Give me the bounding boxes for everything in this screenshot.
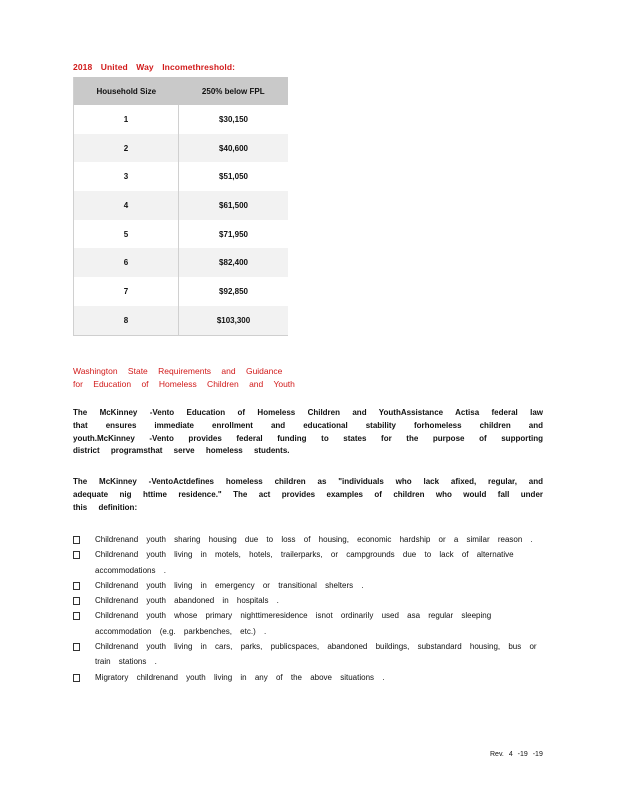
household-size-cell: 7 [74,277,179,306]
table-header-row [74,77,289,105]
checkbox-bullet-icon [73,643,80,651]
checkbox-bullet-icon [73,674,80,682]
list-item [73,608,543,639]
threshold-amount-cell: $92,850 [219,286,248,296]
list-item-text: Migratory childrenand youth living in any of the above situations . [95,672,385,682]
homeless-criteria-list [73,532,543,685]
checkbox-bullet-icon [73,597,80,605]
section-title-line-2: for Education of Homeless Children and Youth [73,379,295,389]
checkbox-bullet-icon [73,612,80,620]
household-size-cell: 5 [74,220,179,249]
list-item-text: Childrenand youth living in cars, parks, publicspaces, abandoned buildings, substandard housing, bus or train stations . [95,642,537,667]
table-row [74,277,289,306]
household-size-cell: 8 [74,306,179,335]
household-size-header: Household Size [74,77,179,105]
table-row [74,248,289,277]
list-item [73,639,543,670]
checkbox-bullet-icon [73,551,80,559]
list-item [73,593,543,608]
income-threshold-heading: 2018 United Way Incomethreshold: [73,62,236,72]
list-item-text: Childrenand youth whose primary nighttimeresidence isnot ordinarily used asa regular sleeping accommodation (e.g. parkbenches, etc.) . [95,611,492,636]
threshold-amount-cell: $61,500 [179,191,288,220]
list-item [73,578,543,593]
threshold-amount-cell: $103,300 [179,306,288,335]
income-threshold-table [73,77,288,336]
section-title-line-1: Washington State Requirements and Guidance [73,366,283,376]
household-size-cell: 6 [74,248,179,277]
household-size-cell: 3 [74,162,179,191]
section-title [73,365,295,391]
threshold-header: 250% below FPL [179,77,288,105]
household-size-cell: 1 [74,105,179,134]
threshold-amount-cell: $71,950 [219,229,248,239]
threshold-amount-cell: $82,400 [179,248,288,277]
homeless-definition-paragraph: The McKinney -VentoActdefines homeless children as "individuals who lack afixed, regular, and adequate nig httime residence." The act provides examples of children who would fall under this definition: [73,477,543,512]
table-row [74,134,289,163]
table-row [74,191,289,220]
mckinney-vento-intro-paragraph: The McKinney -Vento Education of Homeless Children and YouthAssistance Actisa federal law that ensures immediate enrollment and educational stability forhomeless children and youth.McKinney -Vento provides federal funding to states for the purpose of supporting district programsthat serve homeless students. [73,408,543,456]
checkbox-bullet-icon [73,582,80,590]
threshold-amount-cell: $40,600 [179,134,288,163]
household-size-cell: 4 [74,191,179,220]
household-size-cell: 2 [74,134,179,163]
threshold-amount-cell: $51,050 [219,172,248,182]
list-item-text: Childrenand youth sharing housing due to loss of housing, economic hardship or a similar reason . [95,535,533,544]
table-row [74,162,289,191]
list-item-text: Childrenand youth abandoned in hospitals . [95,596,279,606]
threshold-amount-cell: $30,150 [219,114,248,124]
table-row [74,105,289,134]
table-row [74,220,289,249]
list-item [73,670,543,685]
checkbox-bullet-icon [73,536,80,544]
revision-footer: Rev. 4 -19 -19 [490,751,543,758]
list-item-text: Childrenand youth living in motels, hotels, trailerparks, or campgrounds due to lack of alternative accommodations . [95,550,514,575]
list-item [73,532,543,547]
list-item-text: Childrenand youth living in emergency or transitional shelters . [95,580,364,590]
list-item [73,547,543,578]
table-row [74,306,289,335]
